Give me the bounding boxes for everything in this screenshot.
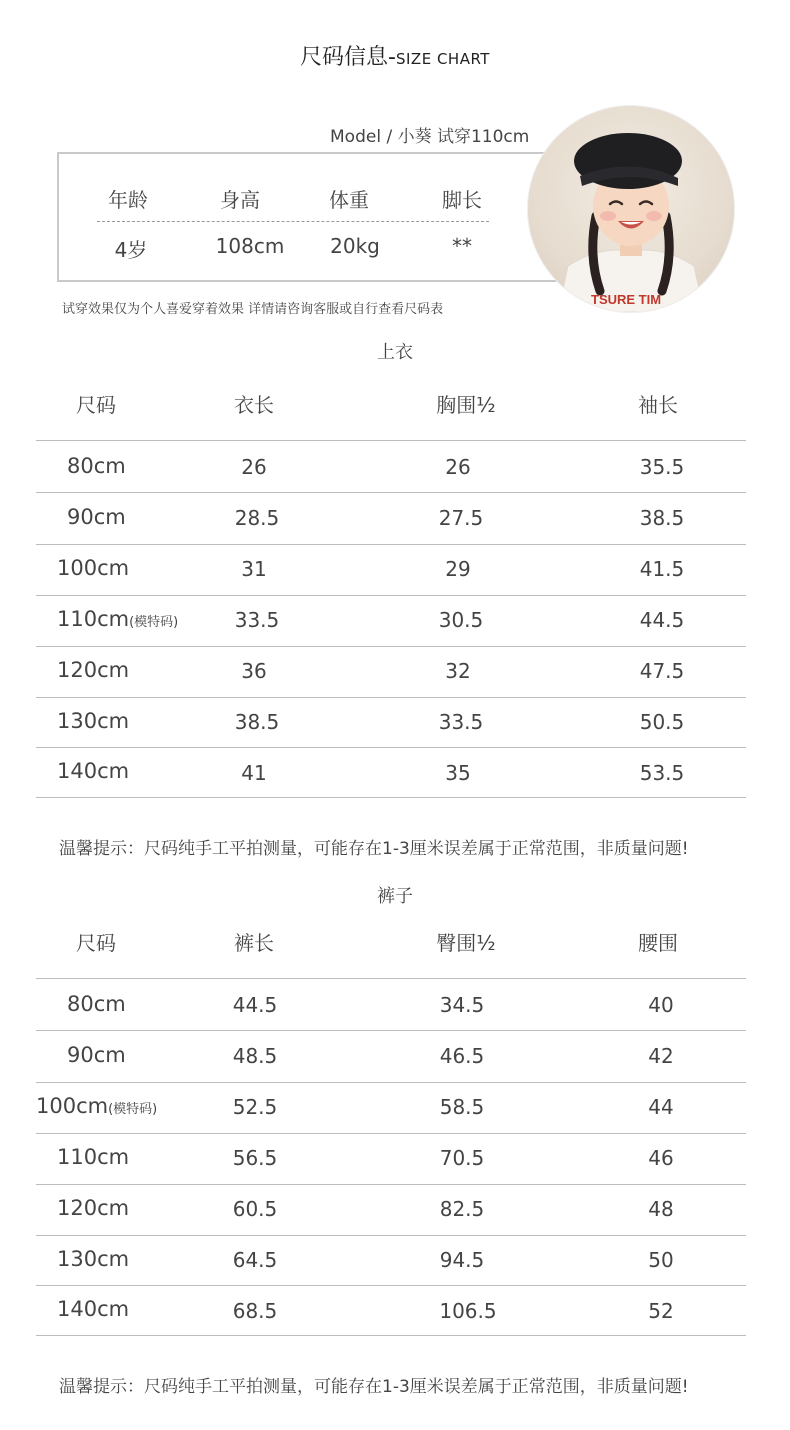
size-label: 110cm — [57, 607, 130, 631]
tops-size-cell — [57, 759, 129, 783]
model-illustration — [528, 106, 734, 312]
tops-title: 上衣 — [377, 342, 413, 363]
pants-size-cell — [57, 1297, 129, 1321]
size-label: 90cm — [67, 1043, 126, 1067]
pants-row-rule — [36, 1235, 746, 1236]
tops-cell-sleeve: 50.5 — [639, 710, 685, 734]
tops-cell-sleeve: 35.5 — [639, 455, 685, 479]
tops-cell-chest: 35 — [445, 761, 471, 785]
model-info-box — [57, 152, 557, 282]
tops-size-cell — [57, 709, 129, 733]
model-value-weight: 20kg — [330, 234, 380, 258]
tops-row-rule — [36, 595, 746, 596]
pants-cell-length: 52.5 — [232, 1095, 278, 1119]
pants-cell-hip: 82.5 — [439, 1197, 485, 1221]
page-title-en: SIZE CHART — [395, 50, 490, 68]
tops-row-rule — [36, 646, 746, 647]
pants-cell-hip: 106.5 — [439, 1299, 497, 1323]
pants-cell-length: 64.5 — [232, 1248, 278, 1272]
tops-size-cell — [57, 556, 129, 580]
size-tag: (模特码) — [129, 615, 179, 630]
model-header-age: 年龄 — [108, 188, 148, 212]
pants-cell-length: 44.5 — [232, 993, 278, 1017]
pants-row-rule — [36, 1335, 746, 1336]
pants-cell-waist: 50 — [648, 1248, 674, 1272]
model-photo — [527, 105, 735, 313]
size-label: 120cm — [57, 1196, 130, 1220]
tops-cell-length: 41 — [241, 761, 267, 785]
model-divider — [97, 221, 489, 222]
pants-title: 裤子 — [377, 886, 413, 907]
size-tag: (模特码) — [108, 1102, 158, 1117]
size-label: 80cm — [67, 454, 126, 478]
tops-size-cell — [57, 607, 178, 631]
tops-header-chest: 胸围½ — [436, 393, 496, 417]
tops-row-rule — [36, 797, 746, 798]
pants-cell-hip: 94.5 — [439, 1248, 485, 1272]
tops-cell-sleeve: 47.5 — [639, 659, 685, 683]
tops-size-cell — [67, 454, 126, 478]
pants-cell-waist: 52 — [648, 1299, 674, 1323]
page-title-cn: 尺码信息- — [300, 45, 396, 70]
size-label: 80cm — [67, 992, 126, 1016]
size-label: 100cm — [36, 1094, 109, 1118]
tops-cell-length: 26 — [241, 455, 267, 479]
size-label: 130cm — [57, 709, 130, 733]
size-label: 120cm — [57, 658, 130, 682]
size-label: 100cm — [57, 556, 130, 580]
tops-cell-sleeve: 44.5 — [639, 608, 685, 632]
size-label: 130cm — [57, 1247, 130, 1271]
pants-size-cell — [57, 1196, 129, 1220]
tops-cell-sleeve: 41.5 — [639, 557, 685, 581]
pants-cell-length: 60.5 — [232, 1197, 278, 1221]
pants-header-size: 尺码 — [76, 931, 116, 955]
tops-cell-chest: 30.5 — [438, 608, 484, 632]
pants-cell-waist: 44 — [648, 1095, 674, 1119]
model-value-foot: ** — [452, 234, 472, 258]
tops-header-rule — [36, 440, 746, 441]
pants-tip: 温馨提示：尺码纯手工平拍测量，可能存在1-3厘米误差属于正常范围，非质量问题! — [59, 1377, 689, 1397]
size-label: 140cm — [57, 1297, 130, 1321]
tops-size-cell — [57, 658, 129, 682]
tops-cell-length: 36 — [241, 659, 267, 683]
pants-row-rule — [36, 1133, 746, 1134]
tops-cell-chest: 26 — [445, 455, 471, 479]
model-header-foot: 脚长 — [442, 188, 482, 212]
pants-cell-length: 56.5 — [232, 1146, 278, 1170]
size-label: 110cm — [57, 1145, 130, 1169]
pants-cell-hip: 46.5 — [439, 1044, 485, 1068]
pants-size-cell — [67, 1043, 126, 1067]
size-label: 90cm — [67, 505, 126, 529]
tops-tip: 温馨提示：尺码纯手工平拍测量，可能存在1-3厘米误差属于正常范围，非质量问题! — [59, 839, 689, 859]
page-title — [0, 40, 790, 71]
tops-cell-length: 28.5 — [234, 506, 280, 530]
pants-cell-waist: 46 — [648, 1146, 674, 1170]
shirt-print-text: TSURE TIM — [591, 292, 662, 307]
tops-cell-chest: 33.5 — [438, 710, 484, 734]
tops-cell-chest: 29 — [445, 557, 471, 581]
pants-size-cell — [57, 1145, 129, 1169]
tops-row-rule — [36, 492, 746, 493]
tops-cell-length: 33.5 — [234, 608, 280, 632]
pants-header-hip: 臀围½ — [436, 931, 496, 955]
pants-cell-waist: 40 — [648, 993, 674, 1017]
fit-note: 试穿效果仅为个人喜爱穿着效果 详情请咨询客服或自行查看尺码表 — [62, 302, 444, 317]
tops-row-rule — [36, 544, 746, 545]
tops-header-sleeve: 袖长 — [638, 393, 678, 417]
tops-cell-sleeve: 38.5 — [639, 506, 685, 530]
tops-cell-length: 38.5 — [234, 710, 280, 734]
pants-cell-waist: 48 — [648, 1197, 674, 1221]
tops-row-rule — [36, 697, 746, 698]
pants-cell-waist: 42 — [648, 1044, 674, 1068]
pants-cell-length: 68.5 — [232, 1299, 278, 1323]
tops-row-rule — [36, 747, 746, 748]
pants-cell-hip: 58.5 — [439, 1095, 485, 1119]
pants-row-rule — [36, 1285, 746, 1286]
tops-size-cell — [67, 505, 126, 529]
model-value-age: 4岁 — [114, 238, 148, 262]
pants-cell-hip: 34.5 — [439, 993, 485, 1017]
tops-cell-length: 31 — [241, 557, 267, 581]
tops-cell-chest: 32 — [445, 659, 471, 683]
pants-size-cell — [57, 1247, 129, 1271]
pants-header-waist: 腰围 — [638, 931, 678, 955]
size-label: 140cm — [57, 759, 130, 783]
tops-header-size: 尺码 — [76, 393, 116, 417]
tops-cell-chest: 27.5 — [438, 506, 484, 530]
model-info-line: Model / 小葵 试穿110cm — [330, 127, 530, 147]
pants-header-length: 裤长 — [234, 931, 274, 955]
pants-header-rule — [36, 978, 746, 979]
tops-header-length: 衣长 — [234, 393, 274, 417]
model-header-weight: 体重 — [329, 188, 369, 212]
pants-cell-length: 48.5 — [232, 1044, 278, 1068]
model-header-height: 身高 — [220, 188, 260, 212]
pants-row-rule — [36, 1030, 746, 1031]
pants-row-rule — [36, 1184, 746, 1185]
pants-size-cell — [36, 1094, 157, 1118]
pants-row-rule — [36, 1082, 746, 1083]
model-value-height: 108cm — [215, 234, 285, 258]
pants-size-cell — [67, 992, 126, 1016]
tops-cell-sleeve: 53.5 — [639, 761, 685, 785]
pants-cell-hip: 70.5 — [439, 1146, 485, 1170]
